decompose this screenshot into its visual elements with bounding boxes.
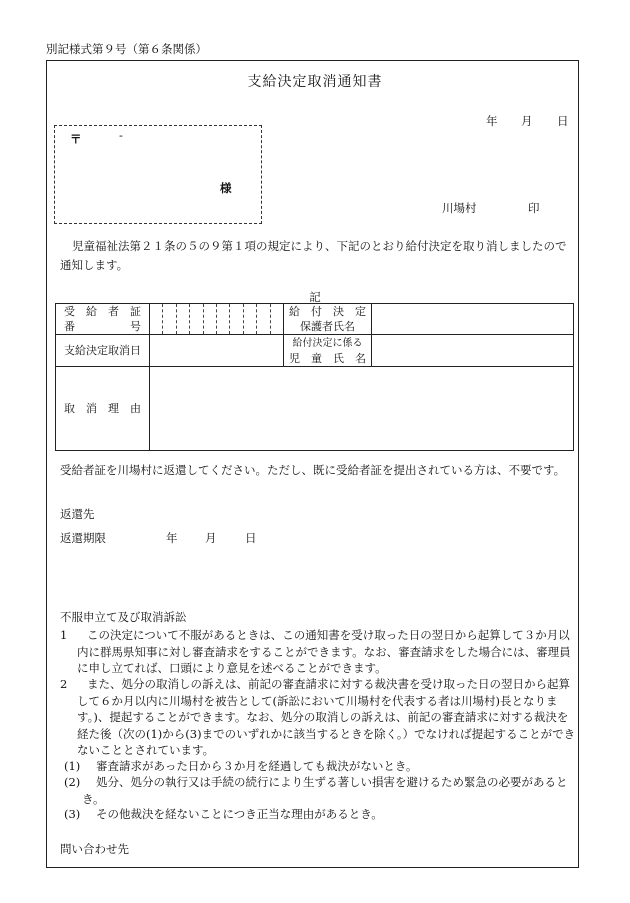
child-name-label: 給付決定に係る 児 童 氏 名 bbox=[284, 335, 372, 367]
guardian-name-value bbox=[372, 304, 574, 335]
honorific-label: 様 bbox=[220, 181, 232, 195]
recipient-cert-label: 受 給 者 証 番 号 bbox=[56, 304, 150, 335]
notice-text: 児童福祉法第２１条の５の９第１項の規定により、下記のとおり給付決定を取り消しましたので通知します。 bbox=[60, 239, 567, 272]
reason-value bbox=[150, 367, 574, 451]
appeal-subitem-1: (1) 審査請求があった日から３か月を経過しても裁決がないとき。 bbox=[64, 759, 418, 773]
seal-label: 印 bbox=[528, 201, 540, 215]
return-note: 受給者証を川場村に返還してください。ただし、既に受給者証を提出されている方は、不要です。 bbox=[60, 463, 566, 477]
cancel-date-label: 支給決定取消日 bbox=[56, 335, 150, 367]
return-destination-label: 返還先 bbox=[60, 507, 95, 521]
issuer-name: 川場村 bbox=[442, 201, 477, 215]
appeal-item-1: 1 この決定について不服があるときは、この通知書を受け取った日の翌日から起算して３か月以内に群馬県知事に対し審査請求をすることができます。なお、審査請求をした場合には、審理員に申し立てれば、口頭により意見を述べることができます。 bbox=[60, 628, 571, 675]
table-row bbox=[56, 367, 574, 451]
recipient-cert-number-cells bbox=[150, 304, 284, 335]
date-year-label: 年 bbox=[486, 114, 498, 128]
date-day-label: 日 bbox=[557, 114, 569, 128]
appeal-subitem-2: (2) 処分、処分の執行又は手続の続行により生ずる著しい損害を避けるため緊急の必要があるとき。 bbox=[64, 775, 568, 806]
postal-mark-icon: 〒 bbox=[70, 132, 82, 146]
reason-label: 取 消 理 由 bbox=[56, 367, 150, 451]
postal-code-dash: - bbox=[119, 128, 123, 142]
appeal-item-2: 2 また、処分の取消しの訴えは、前記の審査請求に対する裁決書を受け取った日の翌日から起算して６か月以内に川場村を被告として(訴訟において川場村を代表する者は川場村)長となります。)、提起することができます。なお、処分の取消しの訴えは、前記の審査請求に対する裁決を経た後（次の(1)から(3)までのいずれかに該当するときを除く。）でなければ提起することができないこととされています。 bbox=[60, 677, 576, 757]
deadline-day-label: 日 bbox=[245, 531, 257, 545]
cancel-date-value bbox=[150, 335, 284, 367]
deadline-month-label: 月 bbox=[205, 531, 217, 545]
contact-label: 問い合わせ先 bbox=[60, 842, 129, 856]
child-name-value bbox=[372, 335, 574, 367]
table-row bbox=[56, 304, 574, 335]
document-title: 支給決定取消通知書 bbox=[247, 74, 383, 90]
deadline-year-label: 年 bbox=[166, 531, 178, 545]
address-box bbox=[54, 125, 262, 224]
ki-heading: 記 bbox=[309, 290, 321, 304]
table-row bbox=[56, 335, 574, 367]
form-label: 別記様式第９号（第６条関係） bbox=[46, 42, 207, 56]
details-table bbox=[55, 303, 574, 451]
return-deadline-label: 返還期限 bbox=[60, 531, 106, 545]
guardian-name-label: 給 付 決 定 保護者氏名 bbox=[284, 304, 372, 335]
appeal-subitem-3: (3) その他裁決を経ないことにつき正当な理由があるとき。 bbox=[64, 807, 383, 821]
date-month-label: 月 bbox=[521, 114, 533, 128]
appeal-heading: 不服申立て及び取消訴訟 bbox=[60, 610, 187, 624]
